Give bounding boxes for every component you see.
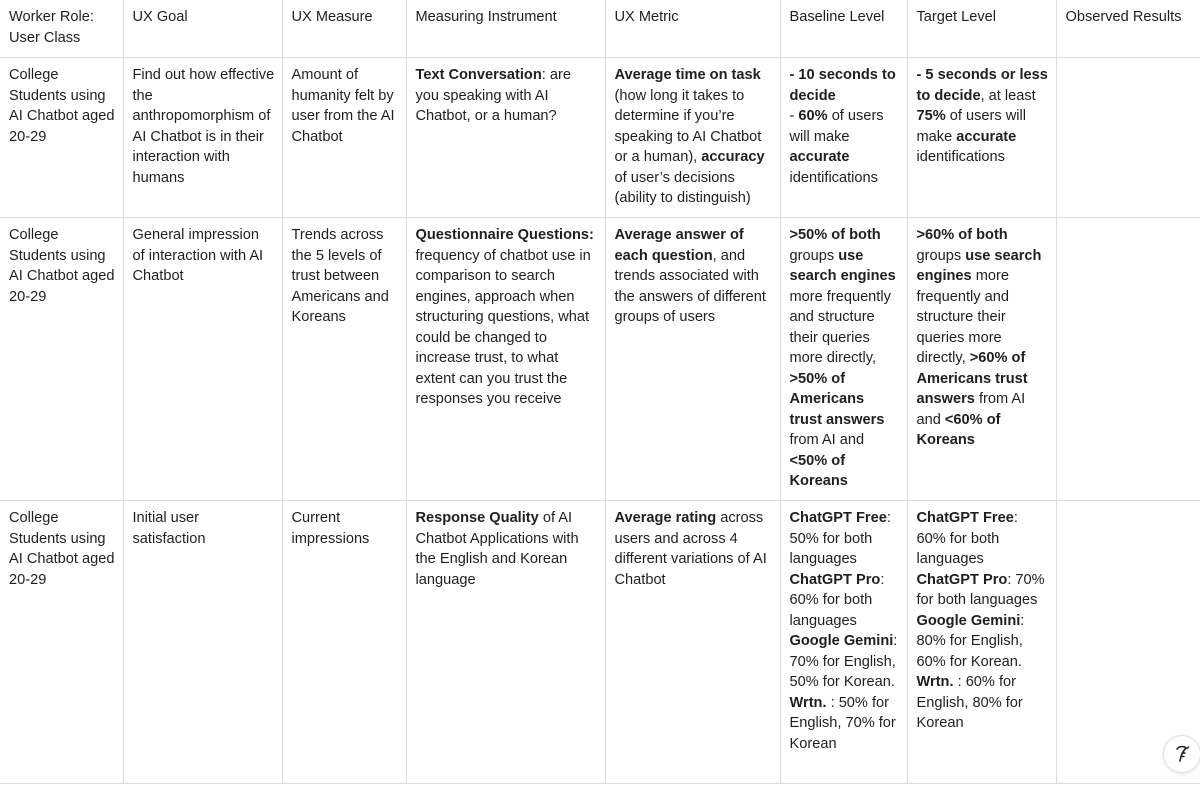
cell-text: of user’s decisions (ability to distinguish) [614,169,751,206]
cell-target [907,218,1056,501]
cell-bold-text: >60% of Americans trust answers [916,350,1028,407]
header-ux-measure: UX Measure [282,0,406,58]
cell-text: - [789,108,799,124]
cell-bold-text: <60% of Koreans [916,411,1001,448]
cell-ux-goal: General impression of interaction with AI Chatbot [123,218,282,501]
cell-user-class: College Students using AI Chatbot aged 20-29 [0,58,123,218]
cell-target [907,501,1056,784]
header-ux-goal: UX Goal [123,0,282,58]
cell-text: of users will make [789,108,884,145]
cell-bold-text: accurate [789,149,850,165]
cell-text: frequency of chatbot use in comparison to search engines, approach when structuring questions, what could be changed to increase trust, to what extent can you trust the responses you receive [415,247,591,407]
cell-bold-text: <50% of Koreans [789,452,848,489]
cell-ux-measure: Trends across the 5 levels of trust between Americans and Koreans [282,218,406,501]
cell-text: : are you speaking with AI Chatbot, or a human? [415,67,571,124]
cell-baseline [780,218,907,501]
cell-ux-measure: Amount of humanity felt by user from the AI Chatbot [282,58,406,218]
cell-instrument [406,218,605,501]
cell-text: : 50% for English, 70% for Korean [789,694,896,752]
cell-text: : 70% for English, 50% for Korean. [789,633,898,690]
cell-text: of users will make [916,108,1027,145]
cell-bold-text: Wrtn. [916,674,954,690]
cell-bold-text: Google Gemini [789,633,894,649]
cell-ux-goal: Find out how effective the anthropomorphism of AI Chatbot is in their interaction with humans [123,58,282,218]
cell-text: : 80% for English, 60% for Korean. [916,612,1025,670]
cell-baseline [780,501,907,784]
cell-text: of AI Chatbot Applications with the English and Korean language [415,510,579,588]
cell-user-class: College Students using AI Chatbot aged 20-29 [0,218,123,501]
cell-bold-text: accuracy [701,149,765,165]
feather-quill-logo-icon[interactable] [1163,735,1200,773]
cell-text: : 60% for both languages [916,510,1018,567]
cell-bold-text: accurate [956,128,1017,145]
cell-bold-text: use search engines [916,247,1042,284]
cell-bold-text: 75% [916,108,946,124]
cell-text: : 60% for both languages [789,571,885,629]
header-observed-results: Observed Results [1056,0,1200,58]
cell-text: more frequently and structure their queries more directly, [789,288,891,366]
cell-bold-text: ChatGPT Pro [916,571,1008,588]
cell-text: : 70% for both languages [916,571,1045,608]
cell-observed[interactable] [1056,218,1200,501]
header-user-class: Worker Role: User Class [0,0,123,58]
cell-observed[interactable] [1056,58,1200,218]
cell-bold-text: Response Quality [415,510,539,526]
cell-text: groups [916,247,966,264]
table-row [0,58,1200,218]
cell-text: identifications [789,169,878,186]
cell-baseline [780,58,907,218]
cell-metric [605,501,780,784]
header-row [0,0,1200,58]
cell-bold-text: Text Conversation [415,67,542,83]
header-baseline-level: Baseline Level [780,0,907,58]
cell-bold-text: 60% [798,108,828,124]
cell-bold-text: Questionnaire Questions: [415,227,594,243]
cell-text: from AI and [789,432,865,448]
cell-bold-text: ChatGPT Free [789,510,887,526]
cell-text: across users and across 4 different variations of AI Chatbot [614,510,767,588]
cell-metric [605,58,780,218]
cell-ux-goal: Initial user satisfaction [123,501,282,784]
cell-instrument [406,58,605,218]
cell-text: from AI and [916,391,1026,428]
cell-bold-text: >50% of both [789,227,881,243]
cell-instrument [406,501,605,784]
table-row [0,501,1200,784]
cell-bold-text: use search engines [789,247,896,284]
header-measuring-instrument: Measuring Instrument [406,0,605,58]
cell-user-class: College Students using AI Chatbot aged 20-29 [0,501,123,784]
cell-text: (how long it takes to determine if you’re speaking to AI Chatbot or a human), [614,87,762,165]
cell-bold-text: ChatGPT Free [916,510,1014,526]
cell-text: groups [789,247,839,264]
cell-bold-text: Google Gemini [916,612,1021,629]
cell-bold-text: Average answer of each question [614,227,744,264]
cell-bold-text: Average time on task [614,67,761,83]
table-row [0,218,1200,501]
header-target-level: Target Level [907,0,1056,58]
cell-text: , at least [980,87,1036,104]
header-ux-metric: UX Metric [605,0,780,58]
cell-bold-text: ChatGPT Pro [789,571,881,588]
cell-text: identifications [916,149,1005,165]
cell-text: : 60% for English, 80% for Korean [916,674,1023,731]
cell-bold-text: - 5 seconds or less to decide [916,67,1048,104]
cell-metric [605,218,780,501]
cell-bold-text: >60% of both [916,227,1008,243]
cell-bold-text: Wrtn. [789,694,827,711]
quill-icon [1171,743,1193,765]
cell-bold-text: Average rating [614,510,717,526]
cell-bold-text: - 10 seconds to decide [789,67,896,104]
cell-text: , and trends associated with the answers of different groups of users [614,247,766,325]
cell-text: more frequently and structure their queries more directly, [916,268,1009,366]
cell-target [907,58,1056,218]
cell-bold-text: >50% of Americans trust answers [789,370,885,428]
cell-text: : 50% for both languages [789,510,891,567]
cell-ux-measure: Current impressions [282,501,406,784]
